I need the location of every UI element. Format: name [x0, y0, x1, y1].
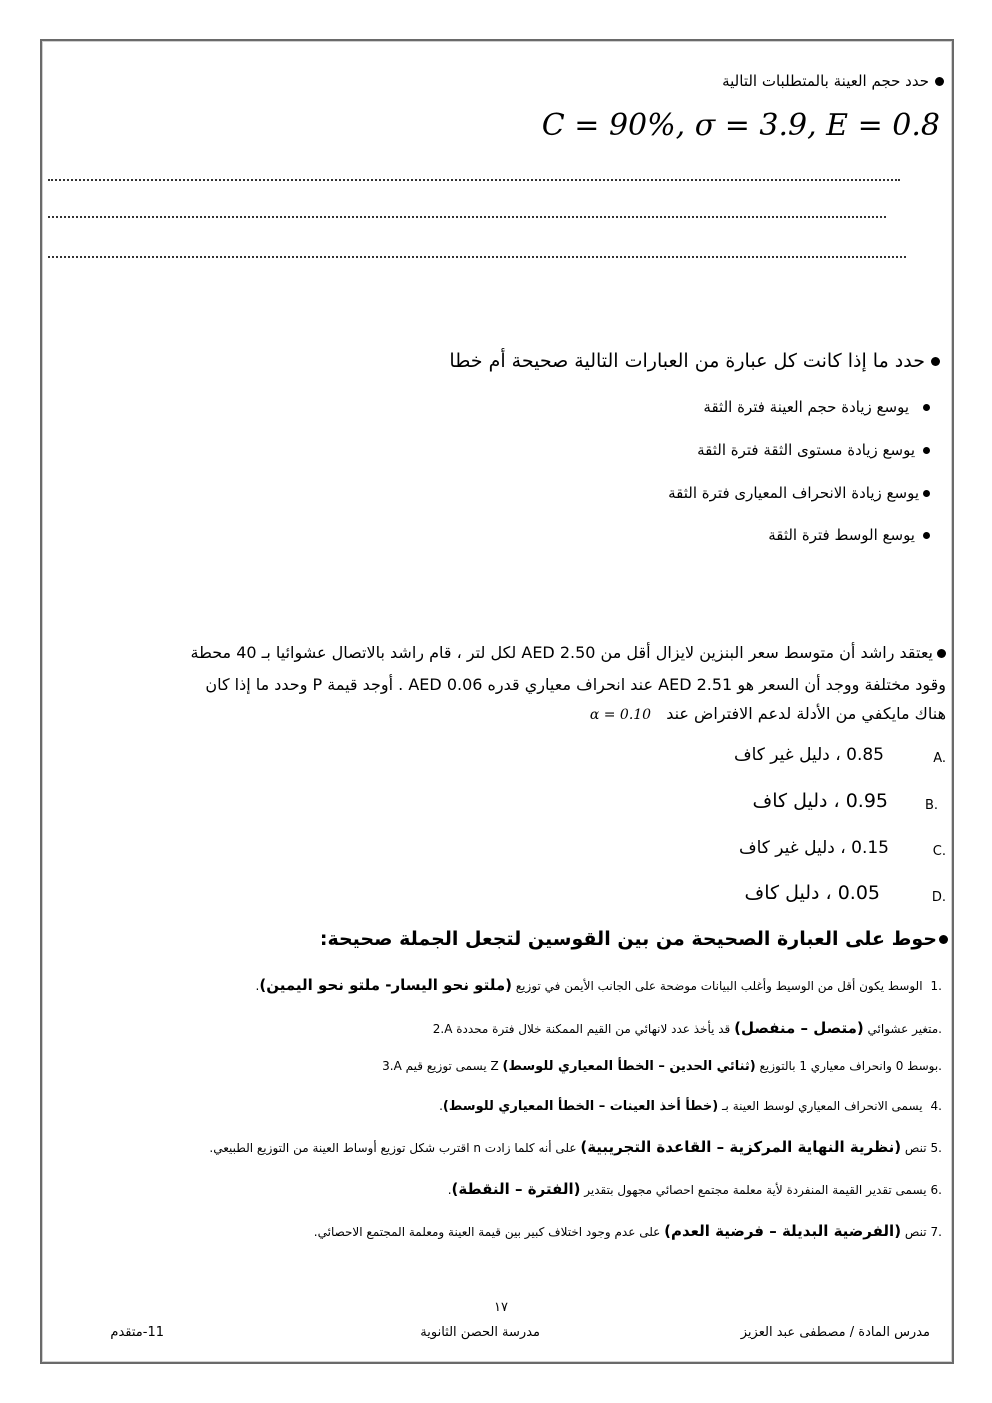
q4-item-5: 5.تنص (نظرية النهاية المركزية – القاعدة التجريبية) على أنه كلما زادت n اقترب شكل توزيع أوساط العينة من التوزيع الطبيعي.	[209, 1138, 942, 1156]
q3-line-1: يعتقد راشد أن متوسط سعر البنزين لايزال أقل من AED 2.50 لكل لتر ، قام راشد بالاتصال عشوائيا بـ 40 محطة	[66, 643, 946, 662]
page-number: ١٧	[494, 1300, 508, 1315]
option-letter: C.	[932, 844, 946, 859]
option-text: 0.85 ، دليل غير كاف	[733, 745, 884, 765]
alpha-value: α = 0.10	[589, 707, 652, 723]
option-d[interactable]	[0, 882, 992, 910]
q4-item-6: 6.يسمى تقدير القيمة المنفردة لأية معلمة مجتمع احصائي مجهول بتقدير (الفترة – النقطة).	[447, 1180, 942, 1198]
q3-line-3: هناك مايكفي من الأدلة لدعم الافتراض عند α = 0.10	[589, 704, 946, 723]
q4-item-3: 3.A يسمى توزيع قيم Z بوسط 0 وانحراف معياري 1 بالتوزيع (ثنائي الحدين – الخطأ المعياري للوسط) .	[382, 1059, 942, 1074]
q3-line-2: وقود مختلفة ووجد أن السعر هو AED 2.51 عند انحراف معياري قدره AED 0.06 . أوجد قيمة P وحدد ما إذا كان	[205, 675, 946, 694]
option-letter: D.	[931, 890, 946, 905]
option-a[interactable]	[0, 745, 992, 771]
option-text: 0.15 ، دليل غير كاف	[738, 838, 889, 858]
bullet-icon	[923, 532, 930, 539]
answer-line	[48, 179, 900, 181]
q4-instruction: حوط على العبارة الصحيحة من بين القوسين لتجعل الجملة صحيحة:	[148, 928, 948, 950]
q1-formula: C = 90%, σ = 3.9, E = 0.8	[541, 108, 940, 143]
q2-item: يوسع زيادة الانحراف المعيارى فترة الثقة	[330, 484, 930, 502]
bullet-icon	[923, 490, 930, 497]
option-c[interactable]	[0, 838, 992, 864]
q4-item-4: 4.يسمى الانحراف المعياري لوسط العينة بـ (خطأ أخذ العينات – الخطأ المعياري للوسط).	[439, 1099, 942, 1114]
footer-teacher: مدرس المادة / مصطفى عبد العزيز	[740, 1325, 930, 1340]
footer-school: مدرسة الحصن الثانوية	[420, 1325, 540, 1340]
q2-item: يوسع زيادة حجم العينة فترة الثقة	[330, 398, 930, 416]
q4-item-2: 2.A متغير عشوائي (متصل – منفصل) قد يأخذ عدد لانهائي من القيم الممكنة خلال فترة محددة.	[432, 1019, 942, 1037]
q1-instruction: حدد حجم العينة بالمتطلبات التالية	[244, 72, 944, 90]
page-border	[40, 39, 954, 1364]
bullet-icon	[923, 447, 930, 454]
option-letter: A.	[933, 751, 946, 766]
option-text: 0.05 ، دليل كاف	[744, 882, 880, 904]
option-text: 0.95 ، دليل كاف	[752, 790, 888, 812]
option-b[interactable]	[0, 790, 992, 818]
q4-item-7: 7.تنص (الفرضية البديلة – فرضية العدم) على عدم وجود اختلاف كبير بين قيمة العينة ومعلمة المجتمع الاحصائي.	[313, 1222, 942, 1240]
bullet-icon	[923, 404, 930, 411]
bullet-icon	[937, 649, 946, 658]
q2-item: يوسع زيادة مستوى الثقة فترة الثقة	[330, 441, 930, 459]
option-letter: B.	[924, 798, 938, 813]
bullet-icon	[931, 357, 940, 366]
bullet-icon	[939, 935, 948, 944]
q4-item-1: 1.الوسط يكون أقل من الوسيط وأغلب البيانات موضحة على الجانب الأيمن في توزيع (ملتو نحو اليسار- ملتو نحو اليمين).	[255, 976, 942, 994]
answer-line	[48, 216, 886, 218]
q2-item: يوسع الوسط فترة الثقة	[330, 526, 930, 544]
answer-line	[48, 256, 906, 258]
bullet-icon	[935, 77, 944, 86]
q2-instruction: حدد ما إذا كانت كل عبارة من العبارات التالية صحيحة أم خطا	[140, 350, 940, 372]
footer-grade: 11-متقدم	[110, 1325, 164, 1340]
